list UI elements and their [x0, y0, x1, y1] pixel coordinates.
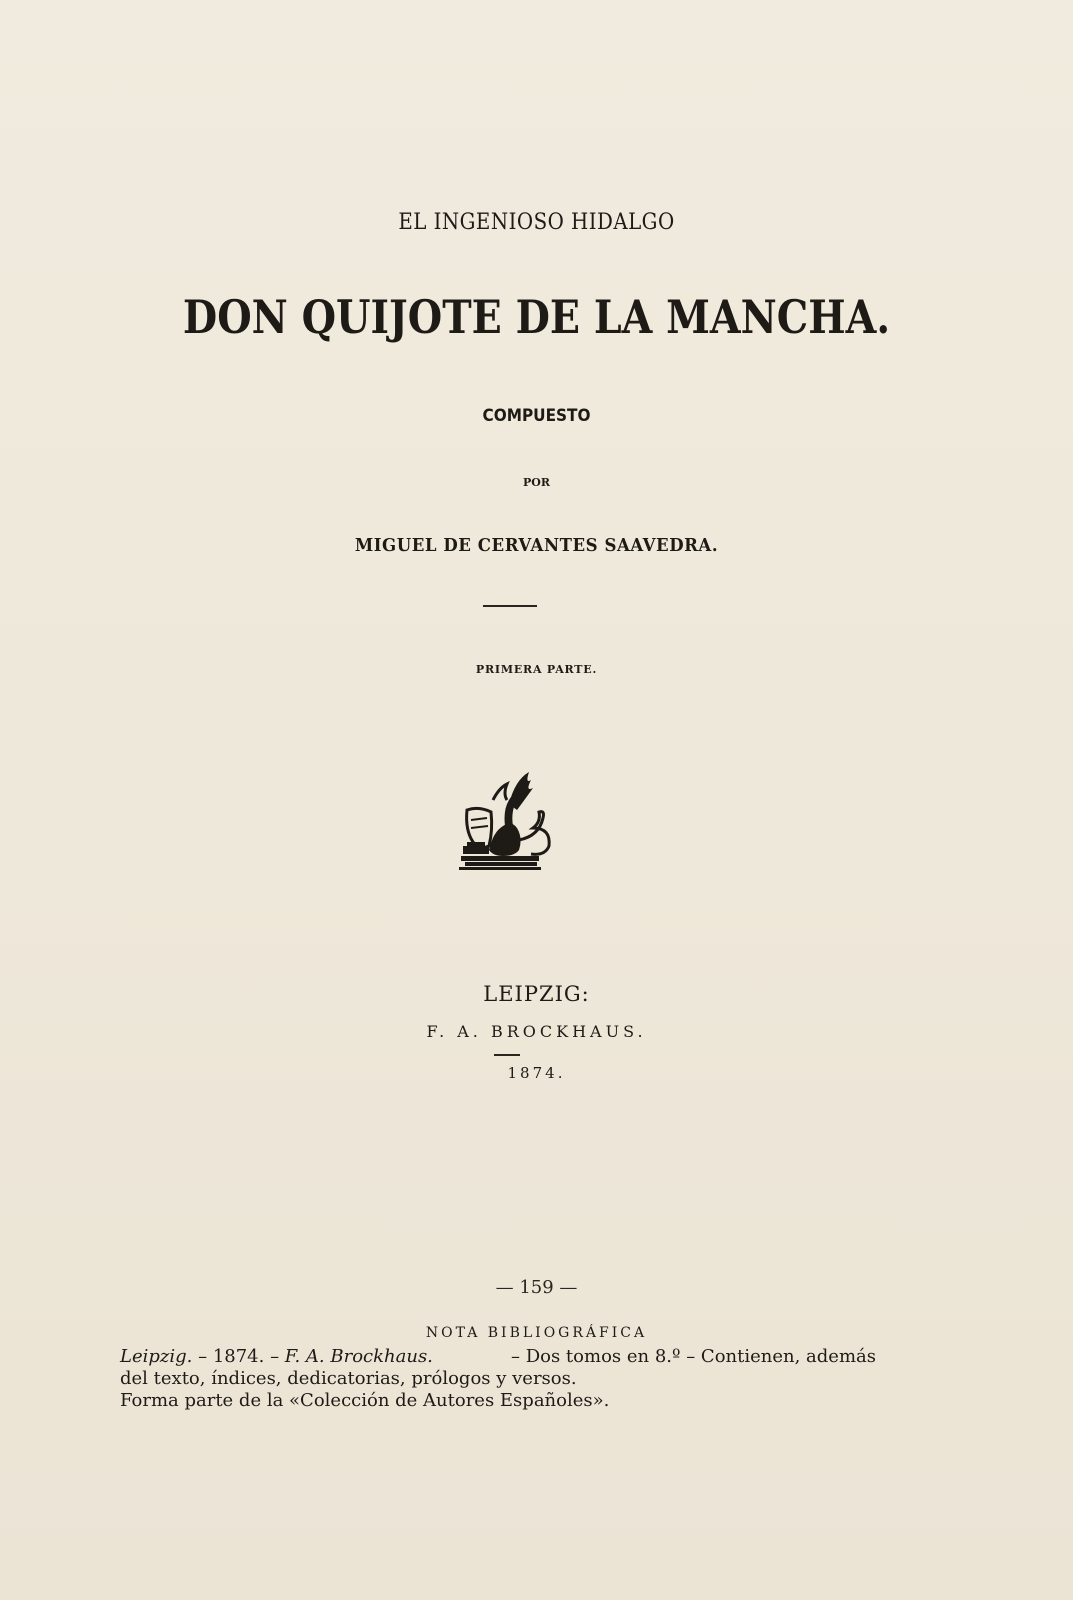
divider-rule: [483, 605, 537, 607]
note-line-3: Forma parte de la «Colección de Autores Españoles».: [120, 1390, 610, 1411]
note-year-sep: – 1874. –: [192, 1346, 285, 1367]
griffin-printer-mark-icon: [459, 770, 559, 872]
publication-place: LEIPZIG:: [483, 982, 590, 1006]
note-heading: NOTA BIBLIOGRÁFICA: [425, 1325, 648, 1341]
book-title: DON QUIJOTE DE LA MANCHA.: [182, 290, 891, 344]
bibliographic-note: [120, 1346, 876, 1412]
part-label: PRIMERA PARTE.: [475, 663, 598, 676]
note-line-2: del texto, índices, dedicatorias, prólogos y versos.: [120, 1368, 577, 1389]
note-publisher: F. A. Brockhaus.: [284, 1346, 433, 1367]
note-place: Leipzig.: [120, 1346, 193, 1367]
page-number: — 159 —: [495, 1277, 578, 1298]
note-line-1: [120, 1346, 876, 1368]
note-citation: [120, 1346, 433, 1368]
publisher: F. A. BROCKHAUS.: [426, 1022, 647, 1041]
compuesto-label: COMPUESTO: [482, 406, 591, 426]
publication-year: 1874.: [507, 1064, 566, 1082]
note-description: – Dos tomos en 8.º – Contienen, además: [510, 1346, 876, 1367]
author-name: MIGUEL DE CERVANTES SAAVEDRA.: [354, 535, 719, 556]
por-label: POR: [523, 476, 550, 489]
subtitle: EL INGENIOSO HIDALGO: [398, 210, 675, 235]
short-divider-rule: [494, 1054, 520, 1056]
